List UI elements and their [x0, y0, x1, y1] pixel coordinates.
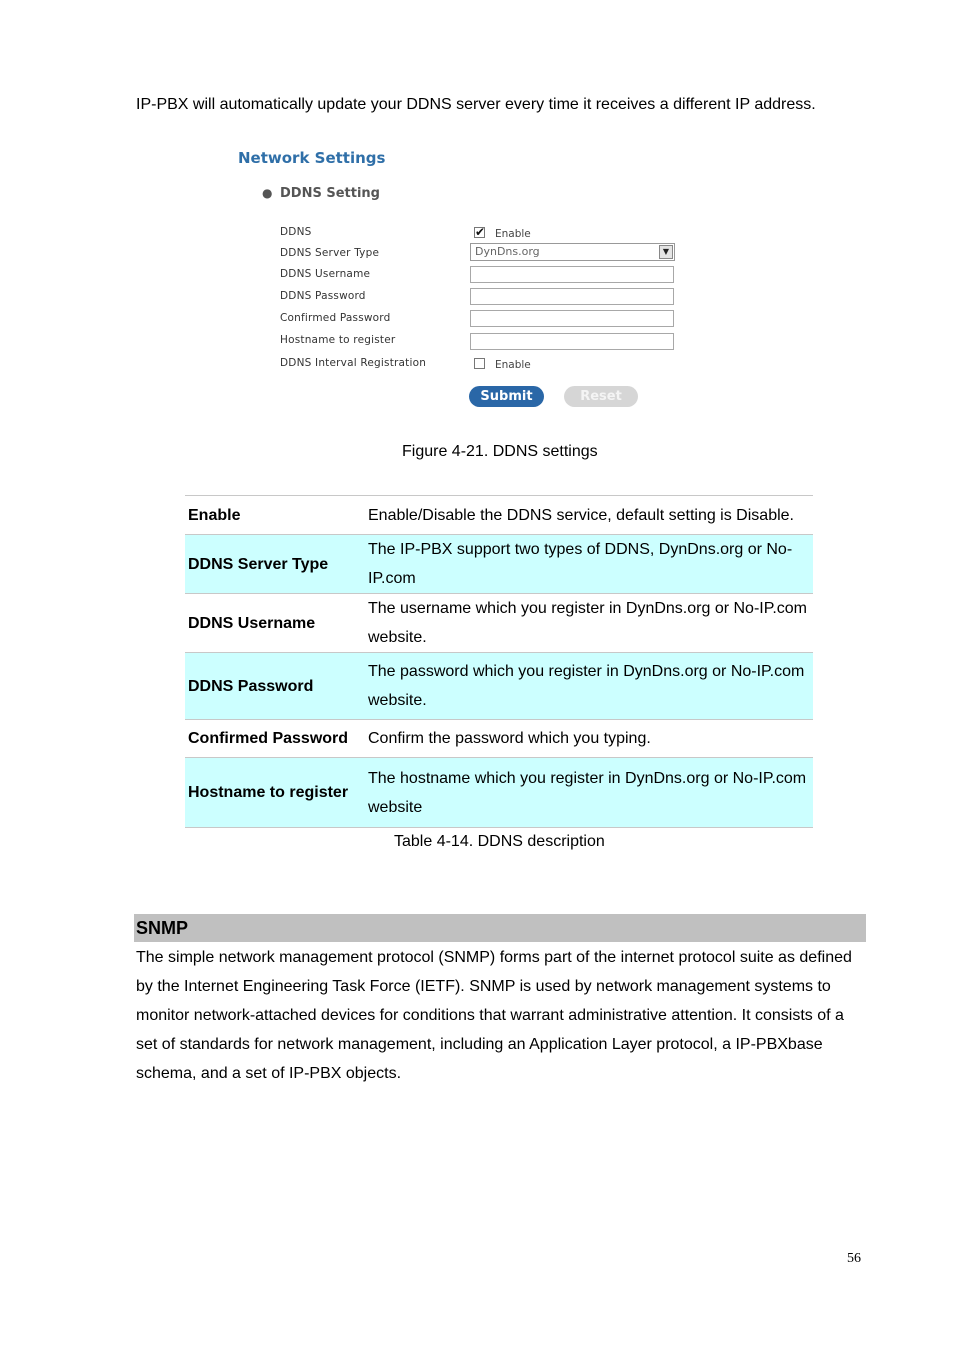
confirmed-password-input[interactable]	[470, 310, 674, 327]
confirmed-password-label: Confirmed Password	[280, 312, 391, 324]
ddns-server-type-label: DDNS Server Type	[280, 247, 380, 259]
chevron-down-icon[interactable]: ▼	[659, 245, 673, 259]
table-row	[185, 594, 813, 653]
server-type-value: DynDns.org	[475, 245, 540, 258]
page-number: 56	[847, 1251, 861, 1266]
table-desc-cell: The username which you register in DynDns.org or No-IP.com website.	[368, 600, 807, 646]
table-desc-cell: Confirm the password which you typing.	[368, 730, 651, 747]
table-row	[185, 496, 813, 535]
ddns-enable-checkbox[interactable]	[474, 227, 485, 238]
table-desc-cell: The hostname which you register in DynDns.org or No-IP.com website	[368, 769, 807, 816]
interval-enable-checkbox[interactable]	[474, 358, 485, 369]
table-key-cell: Enable	[188, 506, 241, 524]
table-row	[185, 535, 813, 594]
ddns-password-label: DDNS Password	[280, 290, 366, 302]
table-desc-cell: Enable/Disable the DDNS service, default setting is Disable.	[368, 506, 794, 524]
table-row	[185, 720, 813, 758]
snmp-heading-bar	[134, 914, 866, 942]
ddns-label: DDNS	[280, 226, 312, 238]
ddns-username-input[interactable]	[470, 266, 674, 283]
bullet-icon: ●	[262, 186, 273, 200]
snmp-paragraph: The simple network management protocol (SNMP) forms part of the internet protocol suite as defined by the Internet Engineering Task Force (IETF). SNMP is used by network management systems to monitor network-attached devices for conditions that warrant administrative attention. It consists of a set of standards for network management, including an Application Layer protocol, a IP-PBXbase schema, and a set of IP-PBX objects.	[136, 949, 852, 1082]
ddns-enable-label: Enable	[495, 228, 531, 240]
hostname-input[interactable]	[470, 333, 674, 350]
hostname-label: Hostname to register	[280, 334, 396, 346]
reset-button[interactable]: Reset	[564, 386, 638, 407]
figure-caption: Figure 4-21. DDNS settings	[402, 443, 598, 460]
submit-button[interactable]: Submit	[469, 386, 544, 407]
network-settings-title: Network Settings	[238, 149, 386, 167]
table-key-cell: Hostname to register	[188, 784, 349, 801]
table-key-cell: Confirmed Password	[188, 730, 349, 747]
ddns-description-table	[185, 495, 813, 828]
interval-enable-label: Enable	[495, 359, 531, 371]
table-caption: Table 4-14. DDNS description	[394, 833, 605, 850]
table-row	[185, 653, 813, 720]
check-icon: ✔	[475, 225, 486, 239]
table-key-cell: DDNS Password	[188, 677, 314, 695]
interval-registration-label: DDNS Interval Registration	[280, 357, 427, 369]
ddns-password-input[interactable]	[470, 288, 674, 305]
ddns-setting-heading: DDNS Setting	[280, 186, 380, 201]
table-desc-cell: The IP-PBX support two types of DDNS, DynDns.org or No-IP.com	[368, 541, 793, 587]
table-desc-cell: The password which you register in DynDns.org or No-IP.com website.	[368, 663, 805, 709]
table-key-cell: DDNS Username	[188, 614, 316, 632]
intro-paragraph: IP-PBX will automatically update your DDNS server every time it receives a different IP address.	[136, 96, 816, 113]
table-key-cell: DDNS Server Type	[188, 555, 329, 573]
table-row	[185, 758, 813, 828]
ddns-username-label: DDNS Username	[280, 268, 371, 280]
snmp-heading: SNMP	[136, 918, 189, 938]
ddns-server-type-select[interactable]	[470, 243, 675, 261]
